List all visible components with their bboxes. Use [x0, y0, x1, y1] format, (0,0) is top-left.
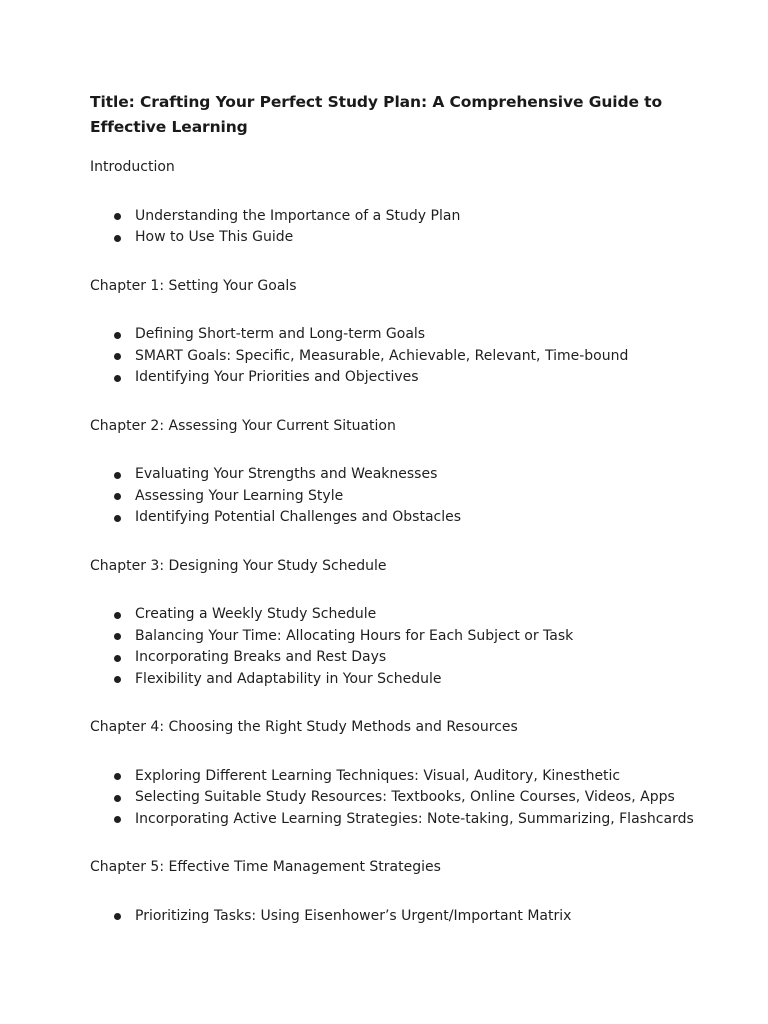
- list-item-text: SMART Goals: Specific, Measurable, Achievable, Relevant, Time-bound: [135, 347, 629, 364]
- bullet-list: [90, 604, 690, 690]
- section-heading: Chapter 1: Setting Your Goals: [90, 277, 297, 294]
- list-item-text: Identifying Your Priorities and Objectives: [135, 369, 419, 385]
- section-heading: Introduction: [90, 159, 175, 175]
- list-item: [90, 486, 690, 508]
- bullet-icon: [114, 612, 121, 619]
- section-chapter-5: [90, 857, 690, 927]
- bullet-icon: [114, 795, 121, 802]
- section-heading: Chapter 2: Assessing Your Current Situation: [90, 417, 396, 434]
- list-item: [90, 464, 690, 486]
- bullet-list: [90, 766, 694, 831]
- list-item-text: Understanding the Importance of a Study Plan: [135, 207, 461, 224]
- bullet-icon: [114, 816, 121, 823]
- bullet-list: [90, 464, 690, 529]
- bullet-icon: [114, 515, 121, 522]
- list-item: [90, 626, 690, 648]
- bullet-icon: [114, 633, 121, 640]
- list-item: [90, 367, 690, 389]
- bullet-icon: [114, 332, 121, 339]
- list-item: [90, 809, 694, 831]
- list-item-text: Defining Short-term and Long-term Goals: [135, 326, 426, 342]
- list-item-text: Selecting Suitable Study Resources: Textbooks, Online Courses, Videos, Apps: [135, 789, 675, 805]
- bullet-icon: [114, 655, 121, 662]
- bullet-icon: [114, 676, 121, 683]
- bullet-icon: [114, 472, 121, 479]
- bullet-list: [90, 206, 690, 249]
- bullet-icon: [114, 213, 121, 220]
- section-chapter-3: [90, 556, 690, 718]
- list-item-text: Evaluating Your Strengths and Weaknesses: [135, 466, 438, 482]
- document-page: [90, 90, 694, 927]
- bullet-icon: [114, 493, 121, 500]
- list-item: [90, 324, 690, 346]
- section-heading: Chapter 5: Effective Time Management Strategies: [90, 859, 441, 875]
- list-item-text: How to Use This Guide: [135, 229, 294, 245]
- list-item-text: Balancing Your Time: Allocating Hours for Each Subject or Task: [135, 627, 574, 644]
- section-heading: Chapter 4: Choosing the Right Study Methods and Resources: [90, 719, 518, 735]
- list-item-text: Assessing Your Learning Style: [135, 487, 344, 504]
- list-item: [90, 787, 690, 809]
- document-title: Title: Crafting Your Perfect Study Plan: A Comprehensive Guide to Effective Learning: [90, 93, 663, 136]
- list-item-text: Incorporating Active Learning Strategies: Note-taking, Summarizing, Flashcards: [135, 810, 694, 827]
- list-item: [90, 906, 690, 928]
- bullet-icon: [114, 235, 121, 242]
- list-item-text: Prioritizing Tasks: Using Eisenhower’s Urgent/Important Matrix: [135, 907, 572, 924]
- section-chapter-2: [90, 416, 690, 556]
- section-introduction: [90, 157, 690, 276]
- list-item: [90, 227, 690, 249]
- list-item-text: Exploring Different Learning Techniques: Visual, Auditory, Kinesthetic: [135, 767, 621, 784]
- bullet-icon: [114, 353, 121, 360]
- list-item: [90, 346, 690, 368]
- list-item: [90, 604, 690, 626]
- bullet-icon: [114, 913, 121, 920]
- section-heading: Chapter 3: Designing Your Study Schedule: [90, 557, 387, 574]
- bullet-list: [90, 324, 690, 389]
- list-item-text: Incorporating Breaks and Rest Days: [135, 649, 387, 665]
- list-item: [90, 507, 690, 529]
- section-chapter-1: [90, 276, 690, 416]
- bullet-list: [90, 906, 690, 928]
- bullet-icon: [114, 773, 121, 780]
- section-chapter-4: [90, 717, 694, 857]
- list-item: [90, 766, 690, 788]
- list-item: [90, 647, 690, 669]
- list-item-text: Identifying Potential Challenges and Obstacles: [135, 509, 462, 525]
- list-item-text: Creating a Weekly Study Schedule: [135, 606, 377, 622]
- bullet-icon: [114, 375, 121, 382]
- list-item: [90, 206, 690, 228]
- list-item: [90, 669, 690, 691]
- list-item-text: Flexibility and Adaptability in Your Schedule: [135, 670, 442, 687]
